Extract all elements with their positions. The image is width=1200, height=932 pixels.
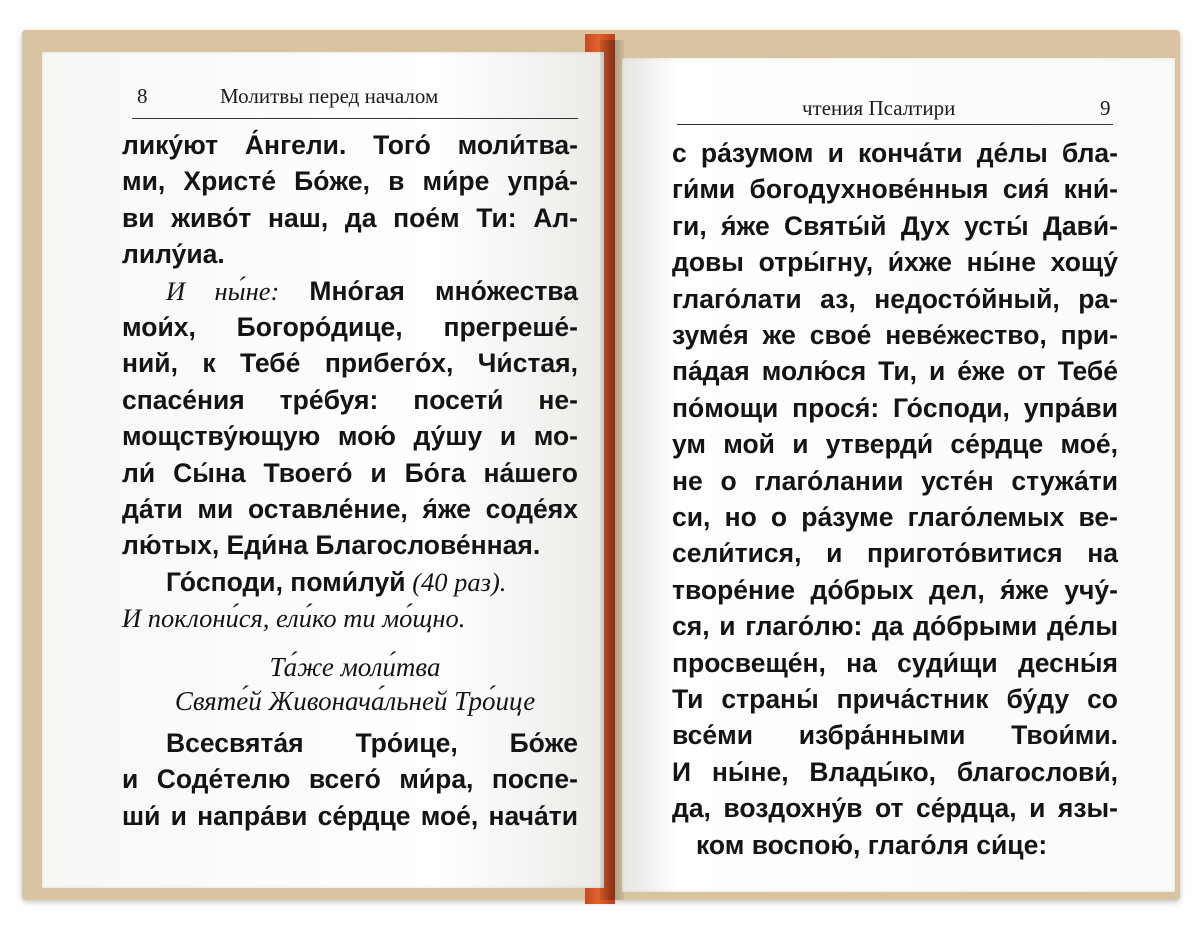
prayer-text: да, воздохну́в от се́рдца, и язы-	[672, 793, 1118, 824]
prayer-text: просвеще́н, на суди́щи десны́я	[672, 647, 1118, 678]
left-line	[122, 603, 578, 634]
prayer-text: Мно́гая мно́жества	[279, 275, 578, 306]
prayer-text: ши́ и напра́ви се́рдце мое́, нача́ти	[122, 800, 578, 831]
left-header-rule	[132, 118, 578, 119]
right-line	[672, 356, 1118, 387]
left-page-header: Молитвы перед началом	[220, 84, 439, 108]
right-line	[672, 575, 1118, 606]
right-line	[672, 429, 1118, 460]
left-page-number: 8	[137, 84, 148, 108]
left-page	[42, 52, 604, 888]
prayer-text: творе́ние до́брых дел, я́же учу́-	[672, 574, 1118, 605]
prayer-title: Та́же моли́тва	[269, 652, 441, 682]
left-line	[122, 203, 578, 234]
prayer-text: Ти страны́ прича́стник бу́ду со	[672, 684, 1118, 714]
prayer-text: довы отры́гну, и́хже ны́не хощу́	[672, 247, 1118, 278]
prayer-text: па́дая молю́ся Ти, и е́же от Тебе́	[672, 356, 1118, 387]
prayer-text: ли́ Сы́на Твоего́ и Бо́га на́шего	[122, 457, 578, 488]
prayer-text: и Соде́телю всего́ ми́ра, поспе-	[122, 764, 578, 795]
rubric-text: (40 раз).	[405, 566, 507, 597]
prayer-text: Го́споди, поми́луй	[166, 566, 406, 597]
left-line	[122, 239, 578, 270]
right-line	[672, 466, 1118, 497]
left-line	[122, 385, 578, 416]
left-line	[122, 764, 578, 795]
prayer-text: си, но о ра́зуме глаго́лемых ве-	[672, 502, 1118, 532]
right-line	[672, 247, 1118, 278]
right-page-number: 9	[1100, 96, 1111, 120]
prayer-text: ги́ми богодухнове́нныя сия́ кни́-	[672, 174, 1118, 205]
right-line	[672, 320, 1118, 351]
right-line	[672, 538, 1118, 569]
right-line	[672, 393, 1118, 424]
prayer-text: спасе́ния тре́буя: посети́ не-	[122, 384, 578, 415]
left-line	[122, 530, 578, 561]
right-line	[672, 648, 1118, 679]
prayer-text: лю́тых, Еди́на Благослове́нная.	[122, 530, 541, 561]
gutter-shadow	[600, 40, 624, 900]
left-line	[122, 494, 578, 525]
left-line	[166, 567, 604, 598]
prayer-text: лилу́иа.	[122, 239, 225, 270]
left-line	[122, 312, 578, 343]
right-page	[622, 58, 1175, 892]
prayer-text: с ра́зумом и конча́ти де́лы бла-	[672, 138, 1118, 168]
right-line	[672, 211, 1118, 242]
prayer-text: не о глаго́лании усте́н стужа́ти	[672, 465, 1118, 496]
right-page-header: чтения Псалтири	[802, 96, 956, 120]
prayer-text: ком воспою́, глаго́ля си́це:	[696, 829, 1048, 860]
prayer-text: ся, и глаго́лю: да до́брыми де́лы	[672, 611, 1118, 642]
left-line	[166, 276, 578, 307]
rubric-text: И ны́не:	[166, 275, 280, 306]
right-line	[672, 174, 1118, 205]
prayer-text: зуме́я же свое́ неве́жество, при-	[672, 320, 1118, 350]
right-line	[672, 793, 1118, 824]
prayer-text: все́ми избра́нными Твои́ми.	[672, 720, 1118, 751]
left-line	[122, 458, 578, 489]
prayer-text: лику́ют А́нгели. Того́ моли́тва-	[122, 130, 578, 160]
prayer-text: глаго́лати аз, недосто́йный, ра-	[672, 283, 1118, 314]
prayer-text: мои́х, Богоро́дице, прегреше́-	[122, 312, 578, 342]
prayer-text: мощству́ющую мою́ ду́шу и мо-	[122, 421, 578, 452]
right-line	[672, 611, 1118, 642]
prayer-text: ний, к Тебе́ прибего́х, Чи́стая,	[122, 348, 578, 379]
prayer-text: Всесвята́я Тро́ице, Бо́же	[166, 728, 578, 758]
right-line	[672, 720, 1118, 751]
left-line	[122, 130, 578, 161]
rubric-text: И поклони́ся, ели́ко ти мо́щно.	[122, 603, 466, 634]
prayer-text: И ны́не, Влады́ко, благослови́,	[672, 756, 1118, 787]
right-line	[672, 284, 1118, 315]
right-line	[672, 684, 1118, 715]
right-line	[672, 757, 1118, 788]
prayer-text: по́мощи прося́: Го́споди, упра́ви	[672, 392, 1118, 423]
left-line	[166, 728, 578, 759]
left-line	[122, 801, 578, 832]
prayer-subtitle: Святе́й Живонача́льней Тро́ице	[174, 686, 536, 716]
prayer-text: ми, Христе́ Бо́же, в ми́ре упра́-	[122, 166, 578, 197]
prayer-text: да́ти ми оставле́ние, я́же соде́ях	[122, 494, 578, 524]
left-line	[122, 421, 578, 452]
prayer-text: ги, я́же Святы́й Дух усты́ Дави́-	[672, 210, 1118, 241]
prayer-text: сели́тися, и пригото́витися на	[672, 538, 1118, 569]
right-line	[672, 502, 1118, 533]
right-header-rule	[677, 124, 1113, 125]
prayer-text: ви живо́т наш, да пое́м Ти: Ал-	[122, 202, 578, 233]
prayer-text: ум мой и утверди́ се́рдце мое́,	[672, 429, 1118, 460]
right-line	[672, 138, 1118, 169]
left-line	[122, 166, 578, 197]
right-line	[696, 830, 1142, 861]
left-line	[122, 348, 578, 379]
